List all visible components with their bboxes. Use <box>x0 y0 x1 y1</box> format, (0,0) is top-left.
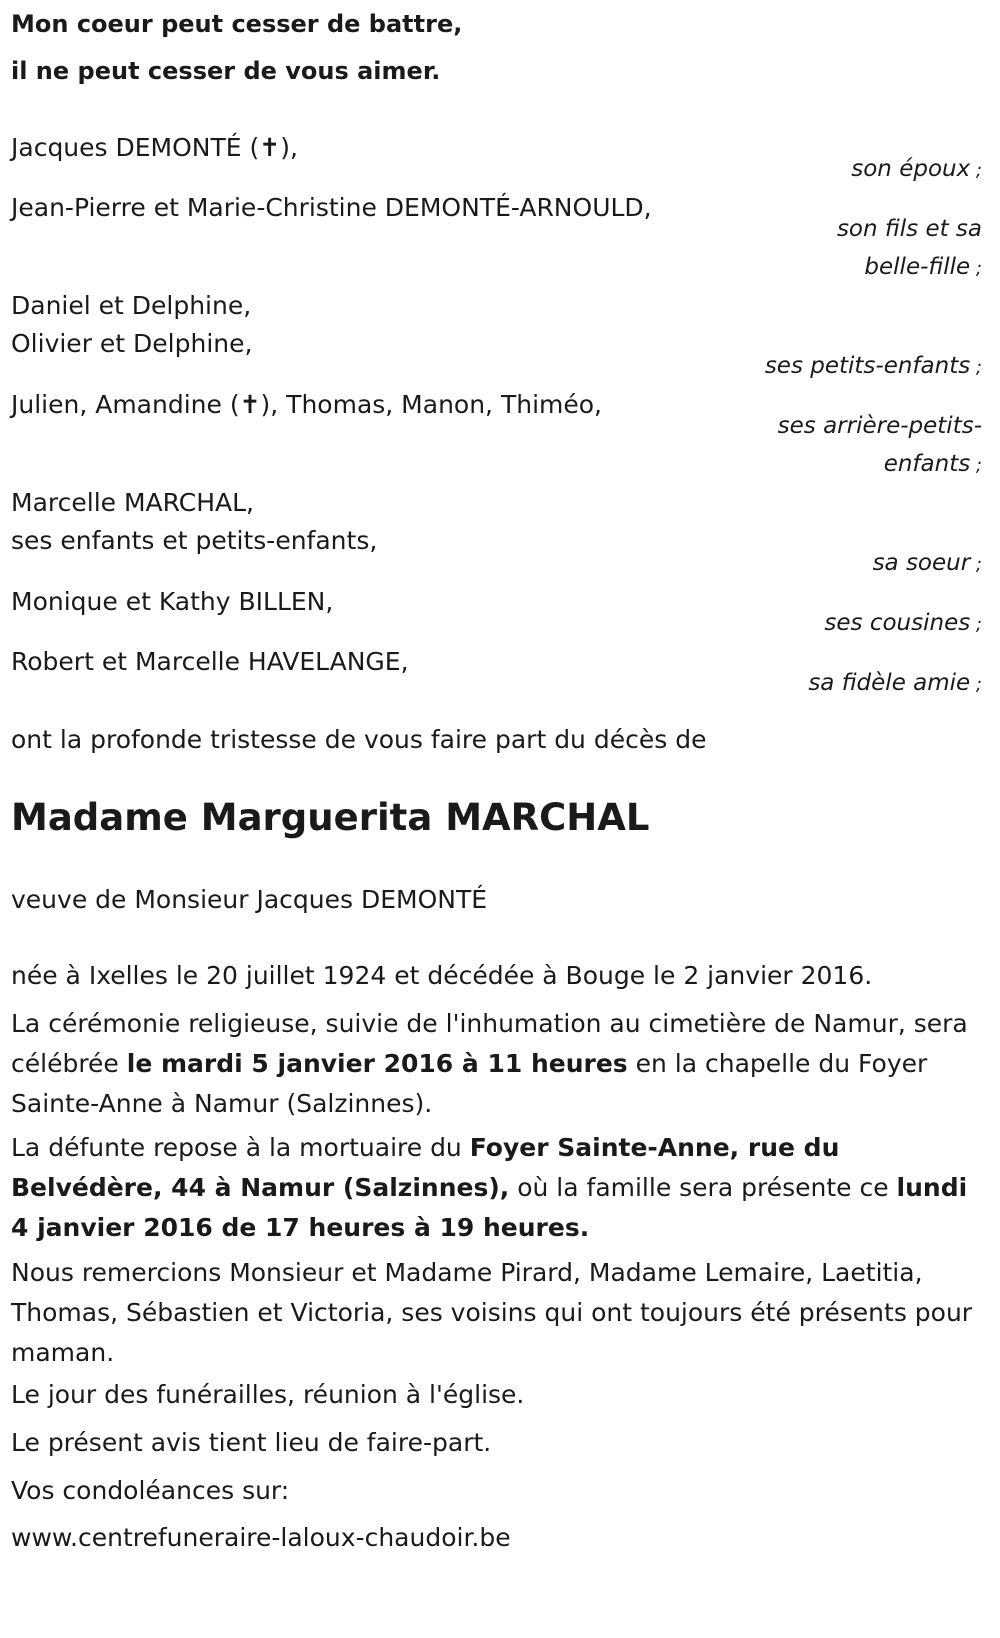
epigraph-line-1: Mon coeur peut cesser de battre, <box>11 10 463 38</box>
notice: Le présent avis tient lieu de faire-part. <box>11 1428 492 1457</box>
family-name: Julien, Amandine (✝), Thomas, Manon, Thiméo, <box>11 390 602 419</box>
birth-death: née à Ixelles le 20 juillet 1924 et décédée à Bouge le 2 janvier 2016. <box>11 961 873 990</box>
family-role: son fils et sa <box>836 216 982 242</box>
epigraph-line-2: il ne peut cesser de vous aimer. <box>11 57 441 85</box>
family-role: ses petits-enfants ; <box>764 353 982 379</box>
visitation-paragraph: La défunte repose à la mortuaire du Foyer Sainte-Anne, rue du Belvédère, 44 à Namur (Salzinnes), où la famille sera présente ce lundi 4 janvier 2016 de 17 heures à 19 heures. <box>11 1133 968 1242</box>
condolences-label: Vos condoléances sur: <box>11 1476 290 1505</box>
widow-of: veuve de Monsieur Jacques DEMONTÉ <box>11 885 488 914</box>
family-role: ses arrière-petits- <box>777 413 982 439</box>
ceremony-paragraph: La cérémonie religieuse, suivie de l'inhumation au cimetière de Namur, sera célébrée le mardi 5 janvier 2016 à 11 heures en la chapelle du Foyer Sainte-Anne à Namur (Salzinnes). <box>11 1009 968 1118</box>
deceased-name: Madame Marguerita MARCHAL <box>11 796 650 839</box>
family-name: Marcelle MARCHAL, <box>11 488 254 517</box>
family-name: Robert et Marcelle HAVELANGE, <box>11 647 409 676</box>
family-role: son époux ; <box>851 156 982 182</box>
family-name: Jean-Pierre et Marie-Christine DEMONTÉ-ARNOULD, <box>11 193 652 222</box>
family-name: Olivier et Delphine, <box>11 329 253 358</box>
website-link[interactable]: www.centrefuneraire-laloux-chaudoir.be <box>11 1523 511 1552</box>
announcement: ont la profonde tristesse de vous faire part du décès de <box>11 725 707 754</box>
family-role: sa soeur ; <box>872 550 982 576</box>
funeral-day: Le jour des funérailles, réunion à l'église. <box>11 1380 525 1409</box>
family-name: ses enfants et petits-enfants, <box>11 526 378 555</box>
family-role: belle-fille ; <box>864 254 982 280</box>
family-name: Monique et Kathy BILLEN, <box>11 587 334 616</box>
family-role: sa fidèle amie ; <box>808 670 982 696</box>
family-role: enfants ; <box>883 451 982 477</box>
family-name: Jacques DEMONTÉ (✝), <box>11 133 298 162</box>
family-role: ses cousines ; <box>824 610 982 636</box>
family-name: Daniel et Delphine, <box>11 291 252 320</box>
thanks-paragraph: Nous remercions Monsieur et Madame Pirard, Madame Lemaire, Laetitia, Thomas, Sébastien et Victoria, ses voisins qui ont toujours été présents pour maman. <box>11 1258 973 1367</box>
